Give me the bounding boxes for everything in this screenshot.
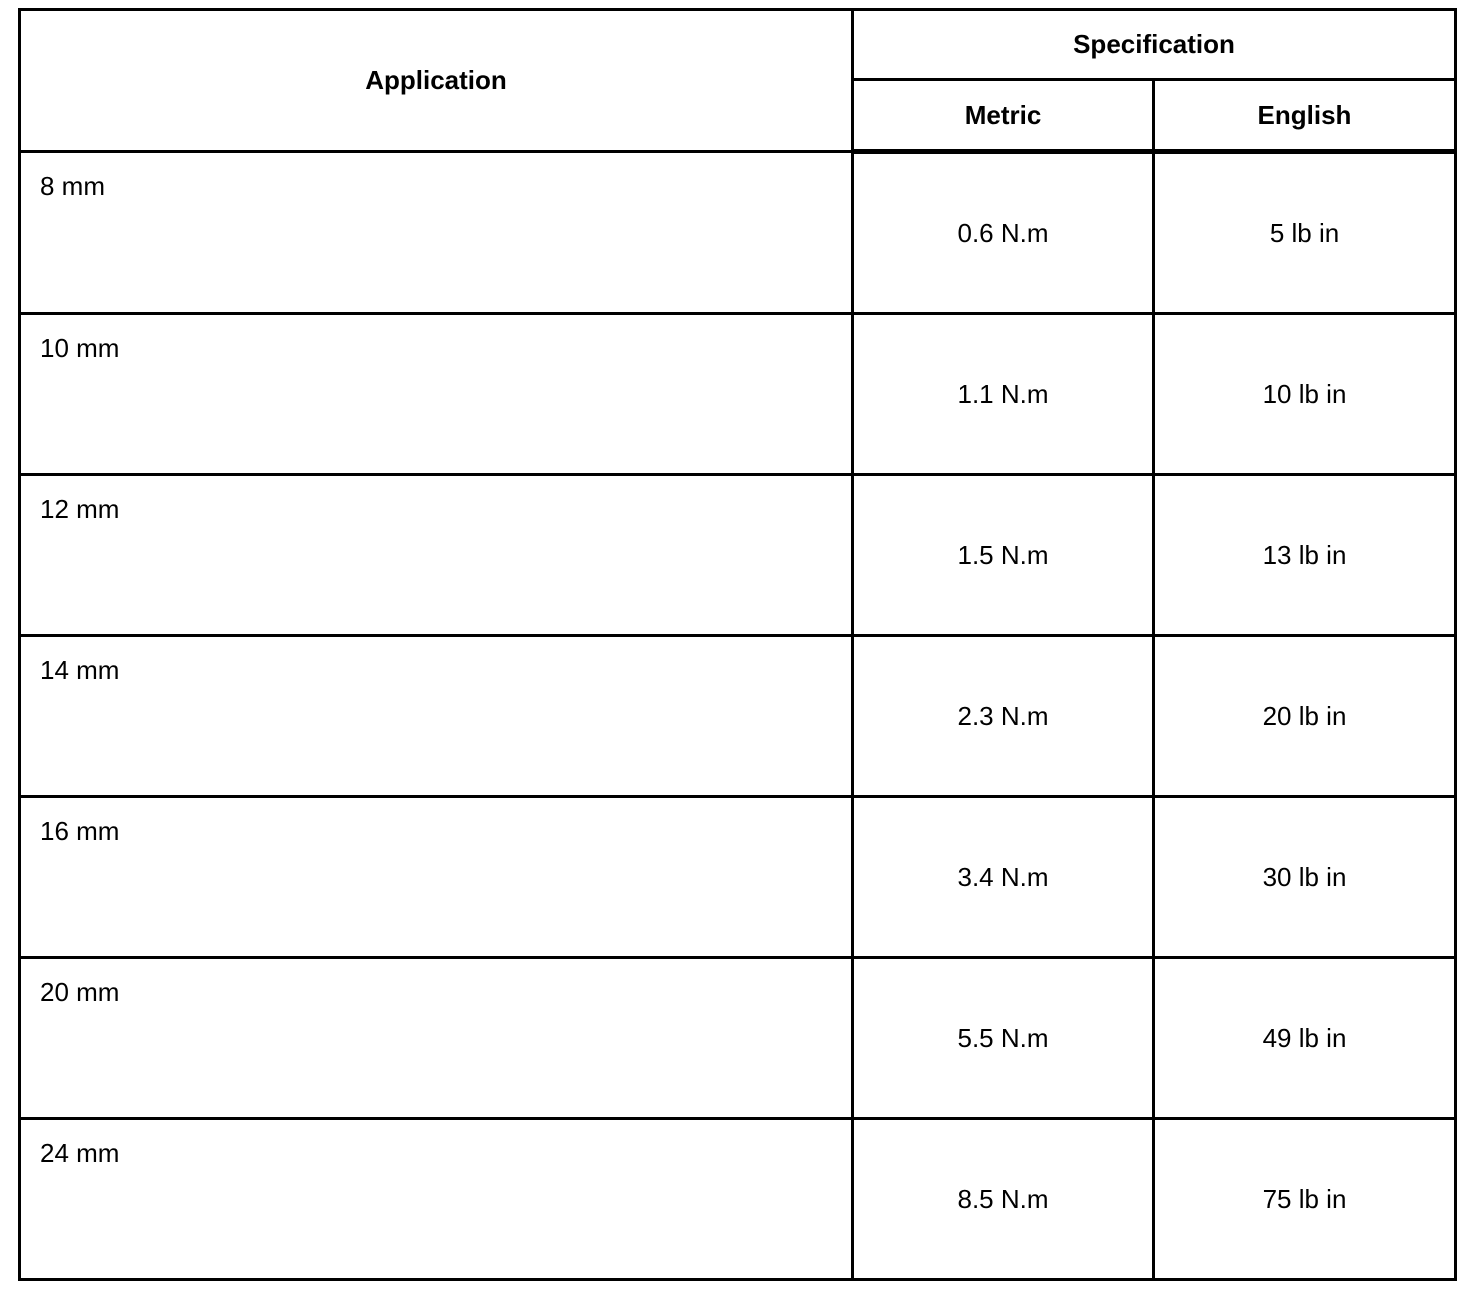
specification-header: Specification — [853, 10, 1456, 80]
english-cell: 30 lb in — [1154, 797, 1456, 958]
application-cell — [20, 152, 853, 314]
table-row — [20, 958, 1456, 1119]
application-cell — [20, 314, 853, 475]
application-cell — [20, 797, 853, 958]
metric-cell: 5.5 N.m — [853, 958, 1154, 1119]
table-header — [20, 10, 1456, 152]
table-row — [20, 475, 1456, 636]
header-row-top — [20, 10, 1456, 80]
english-cell: 49 lb in — [1154, 958, 1456, 1119]
application-value: 24 mm — [40, 1138, 120, 1168]
application-cell — [20, 958, 853, 1119]
metric-cell: 3.4 N.m — [853, 797, 1154, 958]
table-row — [20, 1119, 1456, 1280]
english-header: English — [1154, 80, 1456, 152]
metric-cell: 0.6 N.m — [853, 152, 1154, 314]
application-value: 8 mm — [40, 171, 105, 201]
application-header: Application — [20, 10, 853, 152]
english-cell: 5 lb in — [1154, 152, 1456, 314]
metric-cell: 1.5 N.m — [853, 475, 1154, 636]
application-cell — [20, 475, 853, 636]
application-value: 10 mm — [40, 333, 120, 363]
table-body — [20, 152, 1456, 1280]
table-row — [20, 314, 1456, 475]
english-cell: 10 lb in — [1154, 314, 1456, 475]
application-value: 16 mm — [40, 816, 120, 846]
metric-cell: 8.5 N.m — [853, 1119, 1154, 1280]
english-cell: 13 lb in — [1154, 475, 1456, 636]
metric-header: Metric — [853, 80, 1154, 152]
english-cell: 20 lb in — [1154, 636, 1456, 797]
application-cell — [20, 1119, 853, 1280]
torque-spec-table — [18, 8, 1457, 1281]
application-value: 20 mm — [40, 977, 120, 1007]
table-row — [20, 636, 1456, 797]
english-cell: 75 lb in — [1154, 1119, 1456, 1280]
table-row — [20, 797, 1456, 958]
metric-cell: 2.3 N.m — [853, 636, 1154, 797]
application-value: 14 mm — [40, 655, 120, 685]
table-row — [20, 152, 1456, 314]
application-cell — [20, 636, 853, 797]
metric-cell: 1.1 N.m — [853, 314, 1154, 475]
application-value: 12 mm — [40, 494, 120, 524]
